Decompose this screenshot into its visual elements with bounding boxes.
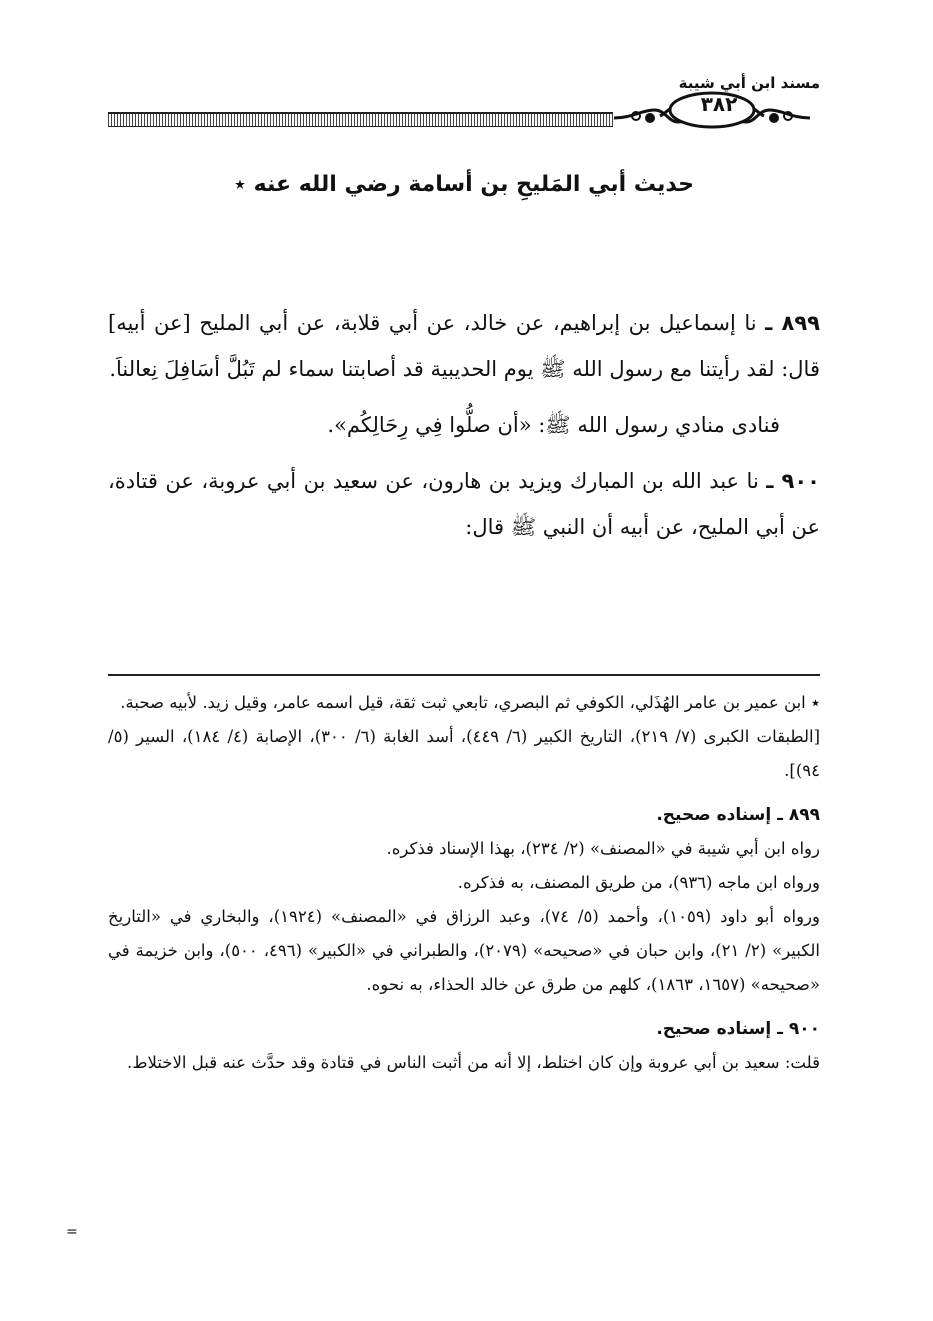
footnote-bio-refs: [الطبقات الكبرى (٧/ ٢١٩)، التاريخ الكبير (٦/ ٤٤٩)، أسد الغابة (٦/ ٣٠٠)، الإصابة (٤/ ١٨٤)، السير (٥/ ٩٤)]. [108,727,821,780]
main-text [108,300,820,560]
running-book-title: مسند ابن أبي شيبة [678,74,820,92]
footnotes [108,686,820,1080]
footnote-899-text: ورواه أبو داود (١٠٥٩)، وأحمد (٥/ ٧٤)، وعبد الرزاق في «المصنف» (١٩٢٤)، والبخاري في «التاريخ الكبير» (٢/ ٢١)، وابن حبان في «صحيحه» (٢٠٧٩)، والطبراني في «الكبير» (٤٩٦، ٥٠٠)، وابن خزيمة في «صحيحه» (١٦٥٧، ١٨٦٣)، كلهم من طرق عن خالد الحذاء، به نحوه. [108,907,820,994]
hadith-899 [108,300,820,392]
footnote-900-text: قلت: سعيد بن أبي عروبة وإن كان اختلط، إلا أنه من أثبت الناس في قتادة وقد حدَّث عنه قبل الاختلاط. [126,1053,820,1072]
hadith-number: ٨٩٩ ـ [765,311,820,335]
hadith-text: فنادى منادي رسول الله ﷺ: «أن صلُّوا فِي رِحَالِكُم». [327,413,780,437]
footnote-899-text: ورواه ابن ماجه (٩٣٦)، من طريق المصنف، به فذكره. [457,873,820,892]
page-header [108,70,820,132]
page-number: ٣٨٢ [700,92,738,116]
chapter-title: حديث أبي المَليحِ بن أسامة رضي الله عنه ٭ [234,172,694,197]
margin-mark: = [66,1224,78,1240]
hadith-899-continuation [108,402,820,448]
footnote-899-text: رواه ابن أبي شيبة في «المصنف» (٢/ ٢٣٤)، بهذا الإسناد فذكره. [386,839,820,858]
hadith-text: نا عبد الله بن المبارك ويزيد بن هارون، عن سعيد بن أبي عروبة، عن قتادة، عن أبي المليح، عن أبيه أن النبي ﷺ قال: [108,469,820,539]
hadith-900 [108,458,820,550]
hadith-text: نا إسماعيل بن إبراهيم، عن خالد، عن أبي قلابة، عن أبي المليح [عن أبيه] قال: لقد رأيتنا مع رسول الله ﷺ يوم الحديبية قد أصابتنا سماء لم تَبُلَّ أسَافِلَ نِعالناَ. [108,311,820,381]
hadith-number: ٩٠٠ ـ [766,469,820,493]
footnote-separator [108,674,820,676]
footnote-bio: ٭ ابن عمير بن عامر الهُذَلي، الكوفي ثم البصري، تابعي ثبت ثقة، قيل اسمه عامر، وقيل زيد. لأبيه صحبة. [120,693,820,712]
footnote-899-heading: ٨٩٩ ـ إسناده صحيح. [656,805,820,825]
header-rule [108,112,613,127]
footnote-900-heading: ٩٠٠ ـ إسناده صحيح. [656,1019,820,1039]
